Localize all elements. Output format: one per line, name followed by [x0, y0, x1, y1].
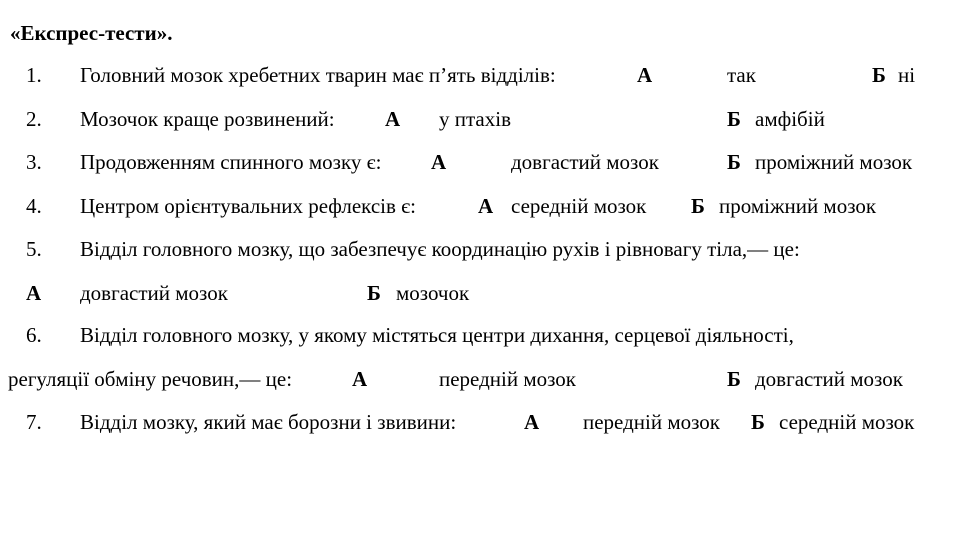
option-a-letter: А	[637, 63, 653, 87]
question-number: 1.	[26, 63, 42, 87]
option-b-letter: Б	[727, 367, 741, 391]
question-number: 7.	[26, 410, 42, 434]
question-text: Продовженням спинного мозку є:	[80, 150, 382, 174]
question-text: Центром орієнтувальних рефлексів є:	[80, 194, 417, 218]
option-b-text: ні	[898, 63, 916, 87]
option-a-text: довгастий мозок	[80, 281, 228, 305]
option-b-text: середній мозок	[779, 410, 915, 434]
question-number: 6.	[26, 323, 42, 347]
question-text-line-2: регуляції обміну речовин,— це:	[8, 367, 293, 391]
question-number: 4.	[26, 194, 42, 218]
option-a-letter: А	[26, 281, 42, 305]
question-text: Відділ головного мозку, що забезпечує координацію рухів і рівновагу тіла,— це:	[80, 237, 800, 261]
option-b-text: проміжний мозок	[719, 194, 877, 218]
question-text-line-1: Відділ головного мозку, у якому містяться центри дихання, серцевої діяльності,	[80, 323, 794, 347]
option-a-letter: А	[524, 410, 540, 434]
option-a-text: передній мозок	[439, 367, 577, 391]
question-text: Відділ мозку, який має борозни і звивини:	[80, 410, 457, 434]
option-a-text: передній мозок	[583, 410, 721, 434]
question-text: Головний мозок хребетних тварин має п’ять відділів:	[80, 63, 556, 87]
option-b-letter: Б	[727, 150, 741, 174]
option-a-letter: А	[478, 194, 494, 218]
option-b-letter: Б	[872, 63, 886, 87]
option-b-letter: Б	[367, 281, 381, 305]
option-b-text: довгастий мозок	[755, 367, 903, 391]
option-b-text: проміжний мозок	[755, 150, 913, 174]
option-a-letter: А	[431, 150, 447, 174]
option-b-letter: Б	[727, 107, 741, 131]
option-b-letter: Б	[691, 194, 705, 218]
question-number: 2.	[26, 107, 42, 131]
question-text: Мозочок краще розвинений:	[80, 107, 335, 131]
slide-title: «Експрес-тести».	[10, 21, 173, 45]
option-a-text: середній мозок	[511, 194, 647, 218]
option-a-letter: А	[385, 107, 401, 131]
question-number: 5.	[26, 237, 42, 261]
option-a-text: у птахів	[439, 107, 511, 131]
option-a-letter: А	[352, 367, 368, 391]
option-a-text: так	[727, 63, 756, 87]
option-b-text: амфібій	[755, 107, 825, 131]
option-a-text: довгастий мозок	[511, 150, 659, 174]
question-number: 3.	[26, 150, 42, 174]
option-b-text: мозочок	[396, 281, 470, 305]
option-b-letter: Б	[751, 410, 765, 434]
